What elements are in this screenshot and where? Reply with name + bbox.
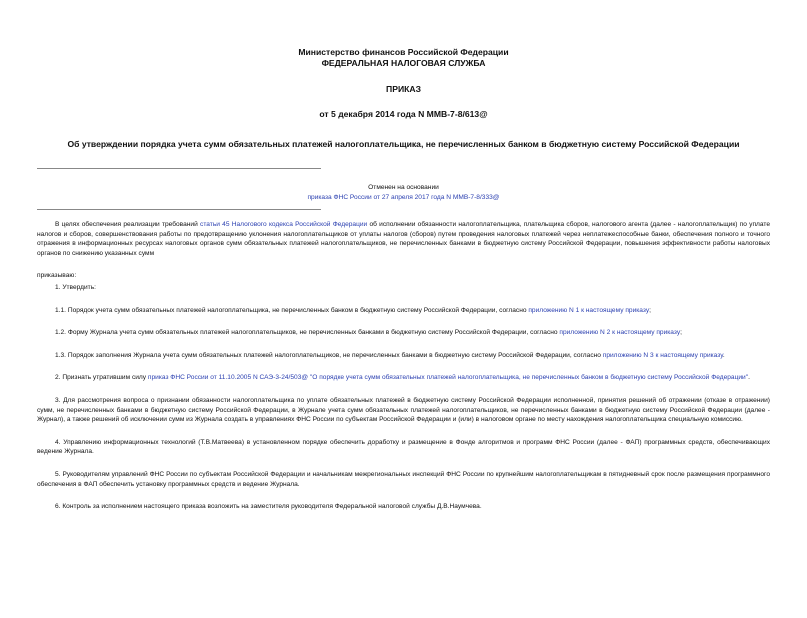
item-1-2-end: ; [680, 329, 682, 337]
service-name: ФЕДЕРАЛЬНАЯ НАЛОГОВАЯ СЛУЖБА [321, 58, 486, 68]
item-1-2 [37, 328, 770, 338]
repealed-order-link[interactable]: приказ ФНС России от 11.10.2005 N САЭ-3-24/503@ "О порядке учета сумм обязательных платежей налогоплательщика, не перечисленных банком в бюджетную систему Российской Федерации" [147, 374, 749, 382]
item-1-3 [37, 351, 770, 361]
document-title: Об утверждении порядка учета сумм обязательных платежей налогоплательщика, не перечисленных банком в бюджетную систему Российской Федерации [67, 139, 740, 149]
document-page [0, 47, 807, 618]
intro-text-after: об исполнении обязанности налогоплательщика, плательщика сборов, налогового агента (далее - налогоплательщик) по уплате налогов и сборов, совершенствования работы по предотвращению уклонения налогоплательщиков от уплаты налогов (сборов) путем проведения налоговых платежей через неплатежеспособные банки, обеспечения полного и точного отражения в информационных ресурсах налоговых органов сумм обязательных платежей налогоплательщиков, не перечисленных банками в бюджетную систему Российской Федерации, повышения эффективности работы налоговых органов по снижению указанных сумм [37, 221, 771, 257]
intro-text-before: В целях обеспечения реализации требований [55, 221, 201, 228]
appendix-3-link[interactable]: приложению N 3 к настоящему приказу [602, 351, 723, 359]
appendix-2-link[interactable]: приложению N 2 к настоящему приказу [559, 329, 681, 337]
repeal-link[interactable]: приказа ФНС России от 27 апреля 2017 года N ММВ-7-8/333@ [307, 194, 500, 201]
ministry-name: Министерство финансов Российской Федерации [298, 47, 509, 57]
repeal-note [0, 183, 807, 203]
intro-paragraph [37, 220, 770, 258]
item-1-1-text: 1.1. Порядок учета сумм обязательных платежей налогоплательщика, не перечисленных банком в бюджетную систему Российской Федерации, согласно [55, 306, 529, 314]
divider-top [37, 168, 321, 169]
item-1: 1. Утвердить: [55, 283, 96, 291]
document-date-number: от 5 декабря 2014 года N ММВ-7-8/613@ [319, 109, 488, 119]
item-1-1 [37, 306, 770, 316]
item-1-3-end: . [722, 351, 725, 359]
appendix-1-link[interactable]: приложению N 1 к настоящему приказу [528, 306, 650, 314]
tax-code-article-link[interactable]: статьи 45 Налогового кодекса Российской Федерации [200, 221, 368, 228]
document-body [37, 220, 770, 512]
order-word: приказываю: [37, 272, 77, 280]
item-2-end: . [748, 374, 750, 382]
item-1-2-text: 1.2. Форму Журнала учета сумм обязательных платежей налогоплательщиков, не перечисленных банками в бюджетную систему Российской Федерации, согласно [55, 329, 560, 337]
item-2 [37, 373, 770, 383]
item-3: 3. Для рассмотрения вопроса о признании обязанности налогоплательщика по уплате обязательных платежей в бюджетную систему Российской Федерации исполненной, принятия решений об отражении (отказе в отражении) сумм, не перечисленных банками в бюджетную систему Российской Федерации, в Журнале учета сумм обязательных платежей налогоплательщиков, не перечисленных банками в бюджетную систему Российской Федерации (далее - Журнал), а также решений об исключении сумм из Журнала создать в управлениях ФНС России по субъектам Российской Федерации и (или) в налоговом органе по месту нахождения налогоплательщика специальную комиссию. [37, 396, 770, 424]
item-2-text: 2. Признать утратившим силу [55, 374, 148, 382]
item-5: 5. Руководителям управлений ФНС России по субъектам Российской Федерации и начальникам межрегиональных инспекций ФНС России по крупнейшим налогоплательщикам в пятидневный срок после размещения программного обеспечения в ФАП обеспечить установку программных средств и ведение Журнала. [37, 470, 770, 488]
item-6: 6. Контроль за исполнением настоящего приказа возложить на заместителя руководителя Федеральной налоговой службы Д.В.Наумчева. [55, 503, 482, 511]
repeal-text: Отменен на основании [368, 184, 439, 191]
item-1-3-text: 1.3. Порядок заполнения Журнала учета сумм обязательных платежей налогоплательщиков, не перечисленных банками в бюджетную систему Российской Федерации, согласно [55, 351, 603, 359]
item-1-1-end: ; [649, 306, 651, 314]
item-4: 4. Управлению информационных технологий (Т.В.Матвеева) в установленном порядке обеспечить доработку и размещение в Фонде алгоритмов и программ ФНС России (далее - ФАП) программных средств, обеспечивающих ведение Журнала. [37, 438, 770, 456]
document-type: ПРИКАЗ [386, 84, 421, 94]
divider-bottom [37, 209, 321, 210]
